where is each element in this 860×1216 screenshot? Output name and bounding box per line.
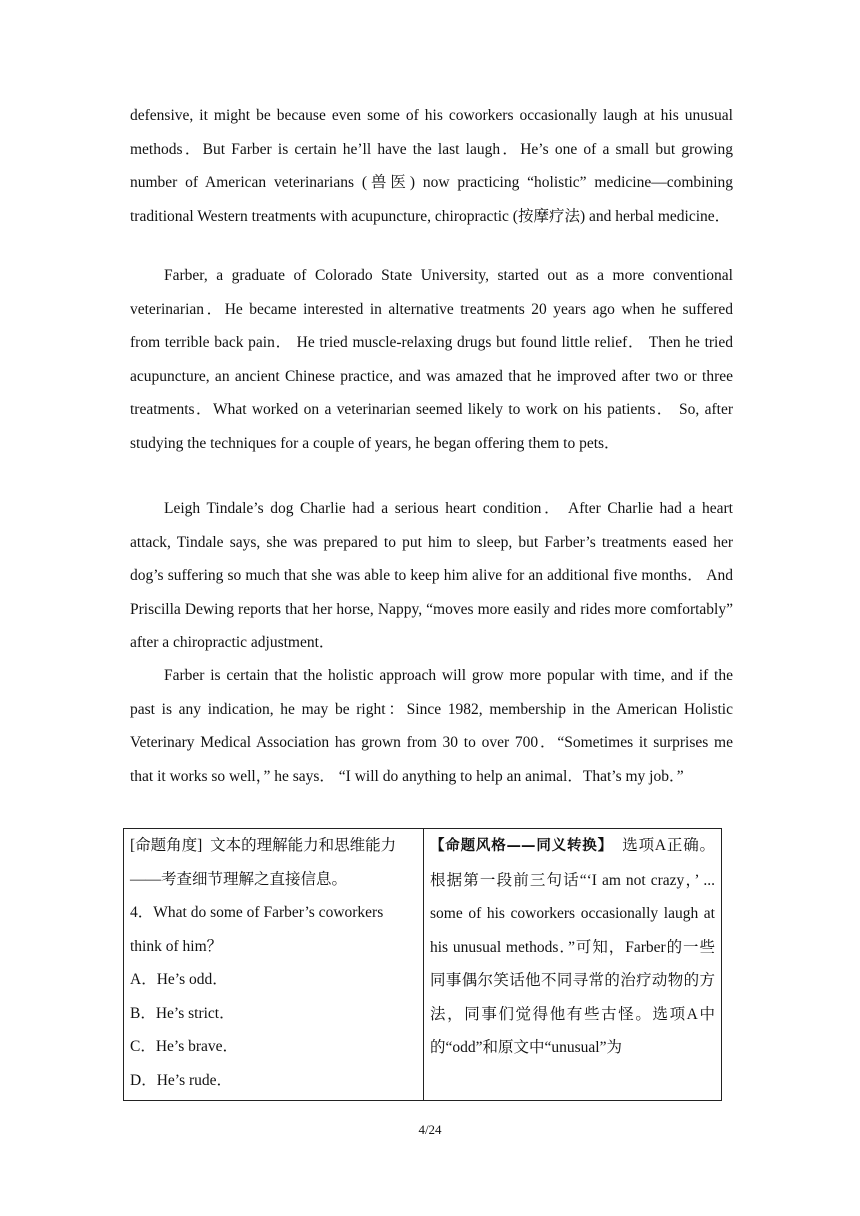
paragraph-4: Farber is certain that the holistic approach will grow more popular with time, and if the past is any indication, he may be right：Since 1982, membership in the American Holistic Veterinary Medical Association has grown from 30 to over 700．“Sometimes it surprises me that it works so well，” he says． “I will do anything to help an animal．That’s my job．” — [130, 667, 733, 785]
option-b: B．He’s strict． — [130, 1004, 235, 1022]
explanation-cell — [424, 829, 722, 1101]
question-table — [123, 828, 722, 1101]
option-a: A．He’s odd． — [130, 971, 228, 988]
angle-text: 文本的理解能力和思维能力——考查细节理解之直接信息。 — [130, 837, 397, 888]
question-cell — [124, 829, 424, 1101]
option-c: C．He’s brave． — [130, 1038, 239, 1055]
angle-label: [命题角度] — [130, 837, 203, 854]
paragraph-1: defensive, it might be because even some of his coworkers occasionally laugh at his unusual methods．But Farber is certain he’ll have the last laugh．He’s one of a small but growing number of American veterinarians (兽医) now practicing “holistic” medicine—combining traditional Western treatments with acupuncture, chiropractic (按摩疗法) and herbal medicine． — [130, 107, 733, 225]
style-label: 【命题风格——同义转换】 — [430, 838, 613, 854]
option-d: D．He’s rude． — [130, 1071, 233, 1089]
page-number: 4/24 — [418, 1122, 442, 1137]
paragraph-2: Farber, a graduate of Colorado State University, started out as a more conventional veterinarian．He became interested in alternative treatments 20 years ago when he suffered from terrible back pain． He tried muscle-relaxing drugs but found little relief． Then he tried acupuncture, an ancient Chinese practice, and was amazed that he improved after two or three treatments．What worked on a veterinarian seemed likely to work on his patients． So, after studying the techniques for a couple of years, he began offering them to pets． — [130, 267, 733, 452]
question-text: 4．What do some of Farber’s coworkers think of him？ — [130, 904, 384, 955]
explanation-text: 选项A正确。根据第一段前三句话“‘I am not crazy，’ ... some of his coworkers occasionally laugh at his unusual methods．”可知，Farber的一些同事偶尔笑话他不同寻常的治疗动物的方法，同事们觉得他有些古怪。选项A中的“odd”和原文中“unusual”为 — [430, 837, 716, 1056]
paragraph-3: Leigh Tindale’s dog Charlie had a serious heart condition． After Charlie had a heart attack, Tindale says, she was prepared to put him to sleep, but Farber’s treatments eased her dog’s suffering so much that she was able to keep him alive for an additional five months． And Priscilla Dewing reports that her horse, Nappy, “moves more easily and rides more comfortably” after a chiropractic adjustment． — [130, 500, 733, 651]
